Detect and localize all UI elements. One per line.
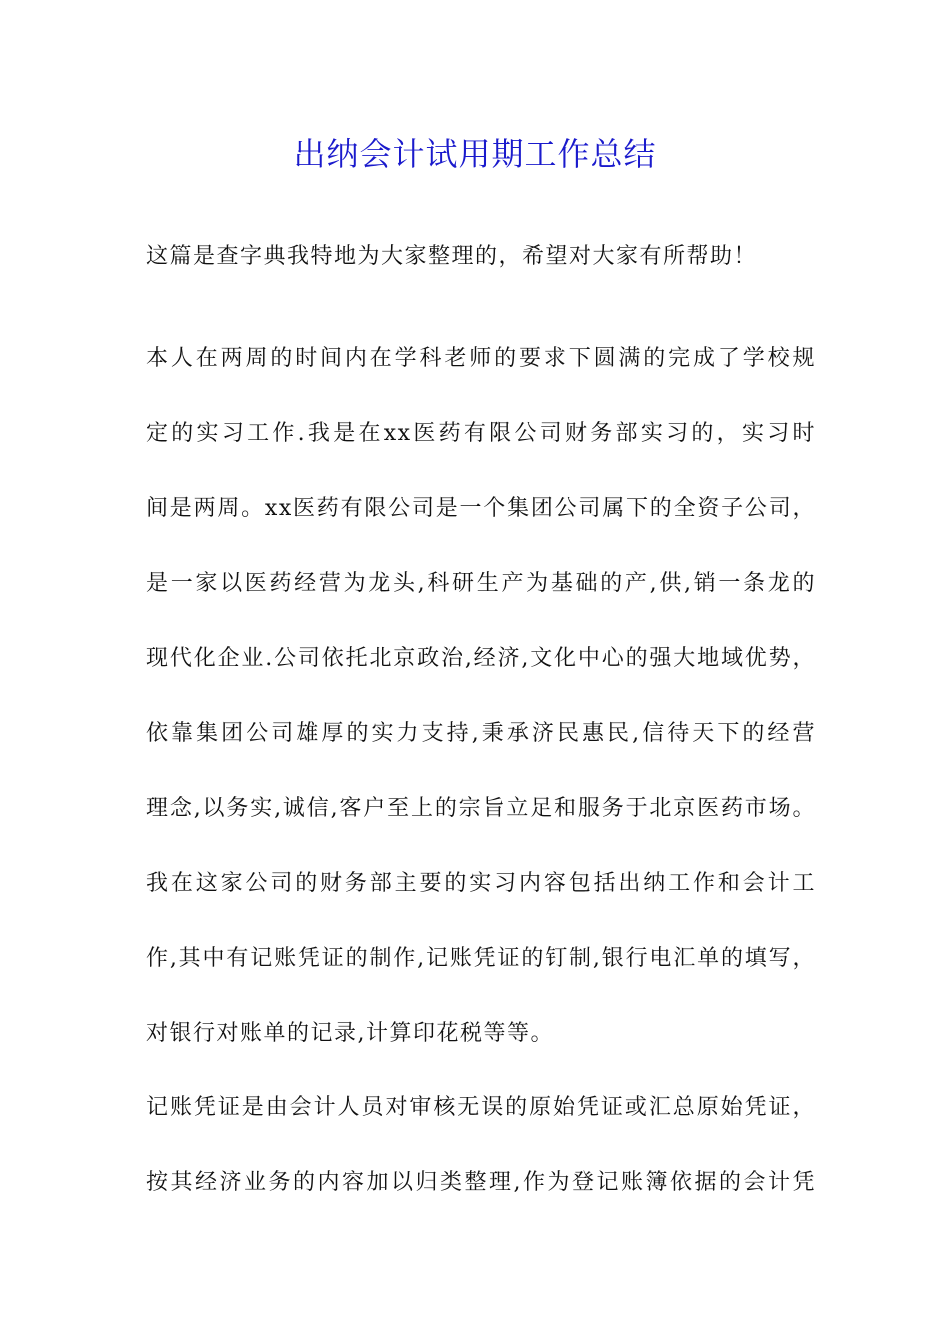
body-line: 这篇是查字典我特地为大家整理的，希望对大家有所帮助！ <box>146 244 758 269</box>
body-line: 本人在两周的时间内在学科老师的要求下圆满的完成了学校规 <box>146 346 816 371</box>
body-line: 按其经济业务的内容加以归类整理,作为登记账簿依据的会计凭 <box>146 1170 816 1195</box>
body-line: 理念,以务实,诚信,客户至上的宗旨立足和服务于北京医药市场。 <box>146 796 816 821</box>
body-line: 间是两周。xx医药有限公司是一个集团公司属下的全资子公司， <box>146 496 816 521</box>
body-line: 现代化企业.公司依托北京政治,经济,文化中心的强大地域优势， <box>146 646 816 671</box>
body-line: 定的实习工作.我是在xx医药有限公司财务部实习的，实习时 <box>146 421 816 446</box>
body-line: 对银行对账单的记录,计算印花税等等。 <box>146 1021 554 1046</box>
body-line: 是一家以医药经营为龙头,科研生产为基础的产,供,销一条龙的 <box>146 571 816 596</box>
body-line: 作,其中有记账凭证的制作,记账凭证的钉制,银行电汇单的填写， <box>146 946 816 971</box>
body-line: 依靠集团公司雄厚的实力支持,秉承济民惠民,信待天下的经营 <box>146 721 816 746</box>
body-line: 我在这家公司的财务部主要的实习内容包括出纳工作和会计工 <box>146 871 816 896</box>
document-title: 出纳会计试用期工作总结 <box>293 135 657 173</box>
body-line: 记账凭证是由会计人员对审核无误的原始凭证或汇总原始凭证， <box>146 1095 816 1120</box>
